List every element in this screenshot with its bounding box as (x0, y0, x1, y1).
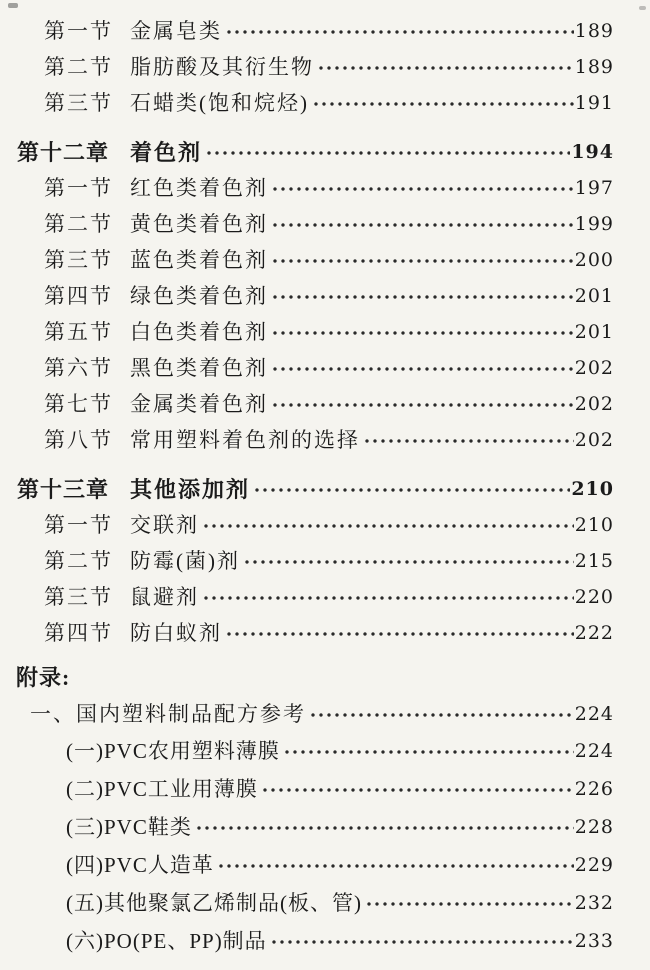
scan-artifact (8, 3, 18, 8)
toc-row (0, 313, 632, 349)
dot-leader (253, 484, 570, 496)
page-number: 210 (571, 478, 614, 500)
scan-artifact (639, 6, 646, 10)
dot-leader (217, 860, 574, 872)
toc-row (0, 133, 632, 169)
toc-entry-title: 防霉(菌)剂 (130, 549, 240, 573)
toc-entry-title: 白色类着色剂 (130, 320, 268, 344)
toc-entry-title: 常用塑料着色剂的选择 (130, 428, 360, 452)
toc-row (0, 12, 632, 48)
toc-entry-title: 附录: (16, 664, 71, 690)
page-number: 215 (574, 550, 614, 572)
dot-leader (271, 219, 574, 231)
page-number: 189 (574, 20, 614, 42)
toc-entry-title: 其他添加剂 (130, 476, 251, 502)
dot-leader (225, 628, 574, 640)
dot-leader (271, 327, 574, 339)
toc-row (0, 385, 632, 421)
toc-row (0, 470, 632, 506)
dot-leader (271, 363, 574, 375)
toc-row (0, 349, 632, 385)
toc-entry-label: 第二节 (44, 55, 113, 79)
toc-entry-label: 第三节 (44, 248, 113, 272)
toc-entry-title: 红色类着色剂 (130, 176, 268, 200)
toc-entry-title: 金属皂类 (130, 19, 222, 43)
dot-leader (363, 435, 574, 447)
toc-row (0, 845, 632, 883)
toc-entry-label: 第二节 (44, 212, 113, 236)
toc-entry-label: 第一节 (44, 513, 113, 537)
toc-row (0, 241, 632, 277)
toc-entry-title: (五)其他聚氯乙烯制品(板、管) (66, 891, 362, 915)
toc-entry-title: (二)PVC工业用薄膜 (66, 777, 258, 801)
toc-row (0, 694, 632, 731)
toc-entry-label: 第三节 (44, 585, 113, 609)
toc-entry-label: 第四节 (44, 621, 113, 645)
page-number: 194 (571, 141, 614, 163)
toc-row (0, 921, 632, 959)
toc-entry-label: 第三节 (44, 91, 113, 115)
page-number: 201 (574, 285, 614, 307)
page-number: 228 (574, 816, 614, 838)
dot-leader (312, 98, 574, 110)
page-number: 200 (574, 249, 614, 271)
toc-list (0, 12, 632, 959)
dot-leader (202, 520, 574, 532)
page-number: 232 (574, 892, 614, 914)
toc-entry-label: 第七节 (44, 392, 113, 416)
page-number: 202 (574, 393, 614, 415)
toc-entry-title: 鼠避剂 (130, 585, 199, 609)
toc-entry-title: 黄色类着色剂 (130, 212, 268, 236)
toc-entry-title: (六)PO(PE、PP)制品 (66, 929, 267, 953)
toc-row (0, 883, 632, 921)
toc-row (0, 807, 632, 845)
dot-leader (271, 399, 574, 411)
dot-leader (270, 936, 574, 948)
toc-row (0, 731, 632, 769)
toc-entry-label: 第十三章 (17, 476, 110, 502)
toc-entry-title: 交联剂 (130, 513, 199, 537)
toc-entry-title: (四)PVC人造革 (66, 853, 214, 877)
toc-entry-title: 绿色类着色剂 (130, 284, 268, 308)
toc-row (0, 169, 632, 205)
dot-leader (271, 183, 574, 195)
toc-row (0, 542, 632, 578)
toc-entry-title: 脂肪酸及其衍生物 (130, 55, 314, 79)
toc-entry-title: 防白蚁剂 (130, 621, 222, 645)
toc-row (0, 421, 632, 457)
dot-leader (309, 709, 574, 721)
toc-row (0, 48, 632, 84)
page-number: 224 (574, 740, 614, 762)
toc-entry-title: 黑色类着色剂 (130, 356, 268, 380)
page-number: 202 (574, 357, 614, 379)
toc-entry-label: 第一节 (44, 19, 113, 43)
toc-entry-label: 第二节 (44, 549, 113, 573)
toc-entry-label: 第五节 (44, 320, 113, 344)
page-number: 201 (574, 321, 614, 343)
toc-entry-title: 金属类着色剂 (130, 392, 268, 416)
dot-leader (225, 26, 574, 38)
page-number: 220 (574, 586, 614, 608)
page-number: 202 (574, 429, 614, 451)
dot-leader (202, 592, 574, 604)
toc-entry-title: 石蜡类(饱和烷烃) (130, 91, 309, 115)
toc-row (0, 578, 632, 614)
toc-entry-label: 第六节 (44, 356, 113, 380)
toc-entry-label: 第一节 (44, 176, 113, 200)
dot-leader (243, 556, 574, 568)
dot-leader (205, 147, 570, 159)
toc-row (0, 769, 632, 807)
page-number: 189 (574, 56, 614, 78)
dot-leader (271, 255, 574, 267)
page-number: 233 (574, 930, 614, 952)
dot-leader (195, 822, 574, 834)
toc-entry-title: 蓝色类着色剂 (130, 248, 268, 272)
page-number: 210 (574, 514, 614, 536)
page-number: 229 (574, 854, 614, 876)
page-number: 224 (574, 702, 614, 725)
toc-row (0, 277, 632, 313)
toc-entry-label: 第八节 (44, 428, 113, 452)
dot-leader (283, 746, 574, 758)
dot-leader (365, 898, 574, 910)
toc-entry-title: (一)PVC农用塑料薄膜 (66, 739, 280, 763)
toc-row (0, 84, 632, 120)
page-number: 191 (574, 92, 614, 114)
toc-row (0, 205, 632, 241)
dot-leader (317, 62, 574, 74)
toc-row (0, 658, 632, 694)
page-number: 199 (574, 213, 614, 235)
toc-entry-title: 着色剂 (130, 139, 203, 165)
toc-entry-label: 第四节 (44, 284, 113, 308)
page-number: 197 (574, 177, 614, 199)
toc-entry-label: 第十二章 (17, 139, 110, 165)
dot-leader (271, 291, 574, 303)
page-number: 226 (574, 778, 614, 800)
toc-entry-title: (三)PVC鞋类 (66, 815, 192, 839)
dot-leader (261, 784, 574, 796)
page-number: 222 (574, 622, 614, 644)
toc-row (0, 506, 632, 542)
toc-row (0, 614, 632, 650)
toc-entry-title: 一、国内塑料制品配方参考 (30, 701, 306, 726)
